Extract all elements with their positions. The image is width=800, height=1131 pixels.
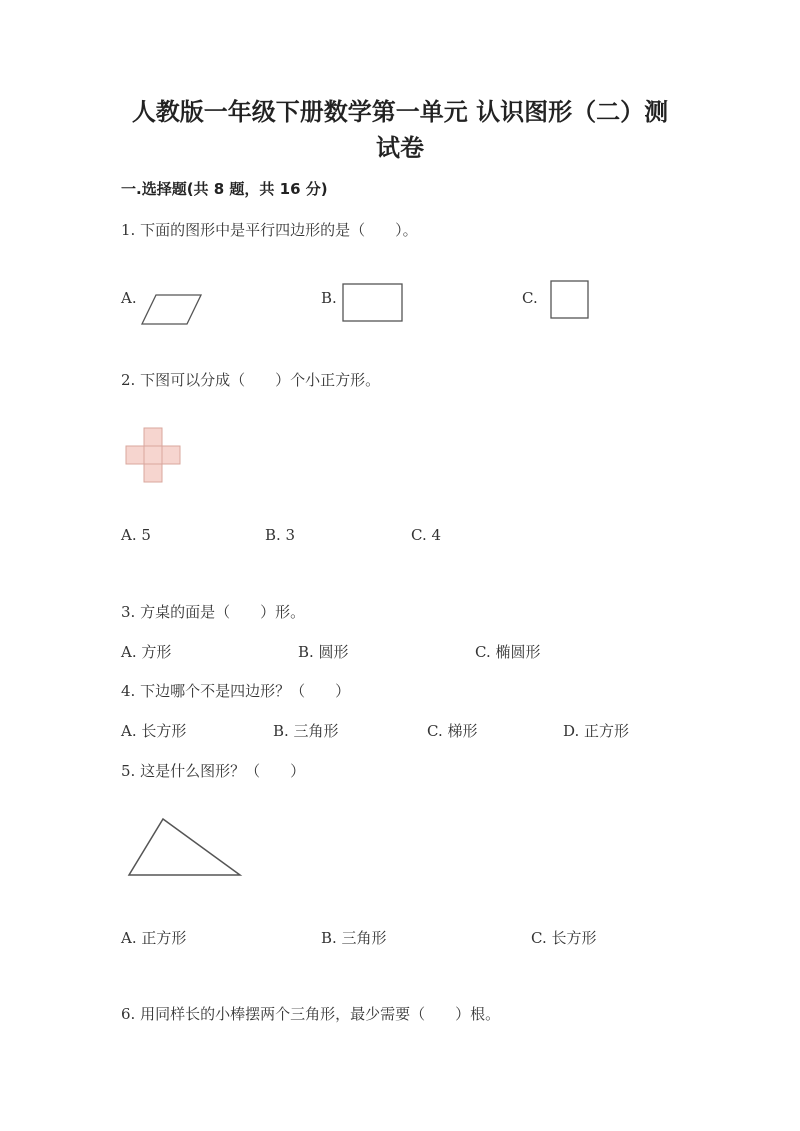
question-1-text: 1. 下面的图形中是平行四边形的是（ ）。	[121, 221, 418, 239]
q3-option-c[interactable]: C. 椭圆形	[475, 643, 541, 661]
triangle-figure	[127, 817, 243, 879]
cross-square-2	[126, 446, 144, 464]
page-title-line1: 人教版一年级下册数学第一单元 认识图形（二）测	[131, 98, 669, 126]
q1-option-c-label[interactable]: C.	[522, 289, 538, 307]
q5-option-b[interactable]: B. 三角形	[321, 929, 387, 947]
q5-option-c[interactable]: C. 长方形	[531, 929, 597, 947]
q5-option-a[interactable]: A. 正方形	[121, 929, 187, 947]
question-3-text: 3. 方桌的面是（ ）形。	[121, 603, 306, 621]
q2-option-a[interactable]: A. 5	[121, 526, 151, 544]
cross-square-5	[144, 464, 162, 482]
section-heading: 一.选择题(共 8 题，共 16 分)	[121, 180, 328, 198]
q1-option-a-label[interactable]: A.	[121, 289, 137, 307]
question-5-text: 5. 这是什么图形？（ ）	[121, 762, 306, 780]
square-icon	[550, 280, 590, 320]
rectangle-icon	[342, 283, 404, 323]
q4-option-a[interactable]: A. 长方形	[121, 722, 187, 740]
q4-option-b[interactable]: B. 三角形	[273, 722, 339, 740]
cross-square-1	[144, 428, 162, 446]
q3-option-a[interactable]: A. 方形	[121, 643, 172, 661]
page-title-line2: 试卷	[376, 134, 424, 162]
q2-option-c[interactable]: C. 4	[411, 526, 442, 544]
q4-option-c[interactable]: C. 梯形	[427, 722, 478, 740]
question-6-text: 6. 用同样长的小棒摆两个三角形，最少需要（ ）根。	[121, 1005, 501, 1023]
q1-option-b-label[interactable]: B.	[321, 289, 337, 307]
parallelogram-icon	[141, 294, 203, 326]
question-4-text: 4. 下边哪个不是四边形？（ ）	[121, 682, 351, 700]
cross-of-squares-figure	[125, 428, 183, 482]
q3-option-b[interactable]: B. 圆形	[298, 643, 349, 661]
question-2-text: 2. 下图可以分成（ ）个小正方形。	[121, 371, 381, 389]
cross-square-4	[162, 446, 180, 464]
q4-option-d[interactable]: D. 正方形	[563, 722, 630, 740]
q2-option-b[interactable]: B. 3	[265, 526, 296, 544]
cross-square-3	[144, 446, 162, 464]
